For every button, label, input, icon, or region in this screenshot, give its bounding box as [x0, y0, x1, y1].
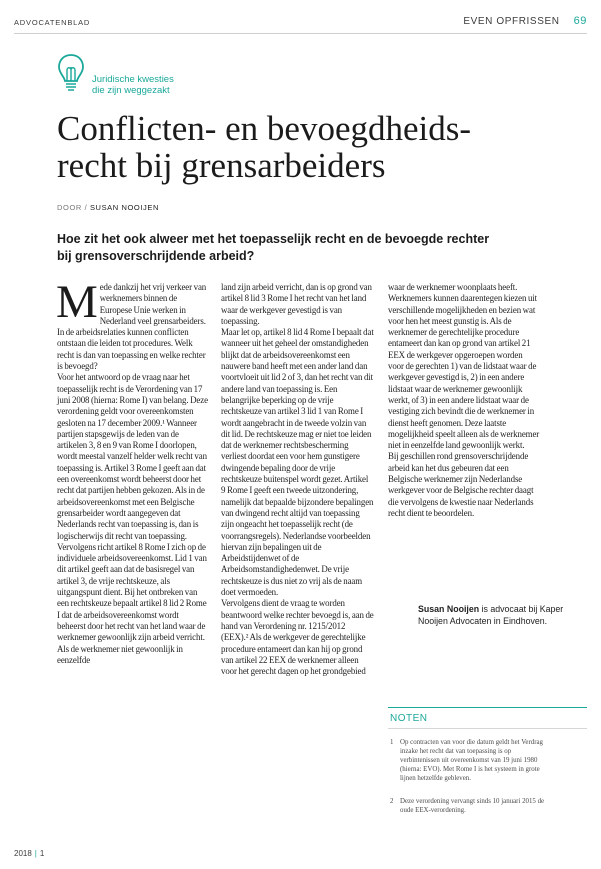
notes-subdivider: [388, 728, 587, 729]
body-column-2: [221, 282, 374, 677]
footnote-number: 1: [390, 739, 394, 746]
footer-year: 2018: [14, 849, 32, 858]
paragraph: ede dankzij het vrij verkeer van werknemers binnen de Europese Unie werken in Nederland veel grensarbeiders. In de arbeidsrelaties kunnen conflicten ontstaan die leiden tot procedures. Welk recht is dan van toepassing en welke rechter is bevoegd?: [57, 282, 207, 372]
paragraph: Voor het antwoord op de vraag naar het toepasselijk recht is de Verordening van 17 juni 2008 (hierna: Rome I) van belang. Deze verordening geldt voor overeenkomsten gesloten na 17 december 2009.¹ Wanneer partijen stapsgewijs de leden van de artikelen 3, 8 en 9 van Rome I doorlopen, wordt meestal vanzelf helder welk recht van toepassing is. Artikel 3 Rome I geeft aan dat een overeenkomst wordt beheerst door het recht dat partijen hebben gekozen. Als in de arbeidsovereenkomst met een Belgische grensarbeider wordt aangegeven dat Nederlands recht van toepassing is, dan is logischerwijs dit recht van toepassing.: [57, 372, 208, 541]
paragraph: Maar let op, artikel 8 lid 4 Rome I bepaalt dat wanneer uit het geheel der omstandigheden blijkt dat de arbeidsovereenkomst een nauwere band heeft met een ander land dan voortvloeit uit lid 2 of 3, dan het recht van dit andere land van toepassing is. Een belangrijke beperking op de vrije rechtskeuze van artikel 3 lid 1 van Rome I wordt aangebracht in de tweede volzin van dit lid. De rechtskeuze mag er niet toe leiden dat de werknemer rechtsbescherming verliest doordat een voor hem gunstigere dwingende bepaling door de vrije rechtskeuze buitenspel wordt gezet. Artikel 9 Rome I geeft een tweede uitzondering, namelijk dat bepaalde bijzondere bepalingen van dwingend recht altijd van toepassing zijn ongeacht het toepasselijk recht (de voorrangsregels). Nederlandse voorbeelden hiervan zijn bepalingen uit de Arbeidstijdenwet of de Arbeidsomstandighedenwet. De vrije rechtskeuze is dus niet zo vrij als de naam doet vermoeden.: [221, 327, 374, 598]
lightbulb-icon: [56, 53, 86, 93]
body-column-1: [56, 276, 208, 666]
paragraph: Bij geschillen rond grensoverschrijdende arbeid kan het dus gebeuren dat een Belgische werknemer zijn Nederlandse werkgever voor de Belgische rechter daagt die vervolgens de kwestie naar Nederlands recht dient te beoordelen.: [388, 451, 534, 518]
paragraph: Vervolgens dient de vraag te worden beantwoord welke rechter bevoegd is, aan de hand van Verordening nr. 1215/2012 (EEX).² Als de werkgever de gerechtelijke procedure entameert dan kan hij op grond van artikel 22 EEX de werknemer alleen voor het gerecht dagen op het grondgebied: [221, 598, 374, 677]
rubric-line-2: die zijn weggezakt: [92, 85, 170, 96]
byline-prefix: DOOR /: [57, 203, 90, 212]
footer-issue: 1: [39, 849, 45, 858]
paragraph: land zijn arbeid verricht, dan is op grond van artikel 8 lid 3 Rome I het recht van het land waar de werkgever gevestigd is van toepassing.: [221, 282, 372, 326]
footnote: [390, 798, 550, 816]
paragraph: waar de werknemer woonplaats heeft. Werknemers kunnen daarentegen kiezen uit verschillende mogelijkheden en bezien wat voor hen het meest gunstig is. Als de werknemer de gerechtelijke procedure entameert dan kan op grond van artikel 21 EEX de werkgever opgeroepen worden voor de gerechten 1) van de lidstaat waar de werkgever gevestigd is, 2) in een andere lidstaat waar de werknemer gewoonlijk werkt, of 3) in een andere lidstaat waar de vestiging zich bevindt die de werknemer in dienst heeft genomen. Deze laatste mogelijkheid speelt alleen als de werknemer niet in eenzelfde land gewoonlijk werkt.: [388, 282, 540, 451]
body-column-3: [388, 282, 540, 519]
byline: [57, 203, 159, 212]
paragraph: Vervolgens richt artikel 8 Rome I zich op de individuele arbeidsovereenkomst. Lid 1 van dit artikel geeft aan dat de basisregel van artikel 3, de vrije rechtskeuze, als uitgangspunt dient. Bij het ontbreken van een rechtskeuze bepaalt artikel 8 lid 2 Rome I dat de arbeidsovereenkomst wordt beheerst door het recht van het land waar de werknemer gewoonlijk zijn arbeid verricht. Als de werknemer niet gewoonlijk in eenzelfde: [57, 541, 207, 665]
notes-heading: NOTEN: [390, 713, 428, 724]
publication-name: ADVOCATENBLAD: [14, 18, 91, 27]
section-header: [463, 15, 587, 27]
footnote-text: Op contracten van voor die datum geldt het Verdrag inzake het recht dat van toepassing is op verbintenissen uit overeenkomst van 19 juni 1980 (hierna: EVO). Met Rome I is het systeem in grote lijnen hetzelfde gebleven.: [400, 739, 543, 782]
byline-author: SUSAN NOOIJEN: [89, 203, 160, 212]
page-number: 69: [573, 15, 587, 27]
footer-separator: |: [34, 849, 37, 858]
author-description: is advocaat bij Kaper Nooijen Advocaten in Eindhoven.: [418, 604, 564, 626]
title-line-1: Conflicten- en bevoegdheids-: [57, 109, 472, 148]
author-bio: [418, 604, 568, 627]
footnote: [390, 739, 550, 784]
page-footer: [14, 849, 44, 858]
footnote-text: Deze verordening vervangt sinds 10 januari 2015 de oude EEX-verordening.: [400, 798, 545, 814]
title-line-2: recht bij grensarbeiders: [57, 146, 386, 185]
notes-divider: [388, 707, 587, 708]
rubric: [92, 74, 174, 96]
article-lead: Hoe zit het ook alweer met het toepasselijk recht en de bevoegde rechter bij grensoverschrijdende arbeid?: [57, 232, 490, 263]
article-title: [57, 110, 577, 184]
rubric-line-1: Juridische kwesties: [92, 74, 174, 85]
drop-cap: M: [56, 276, 98, 328]
section-name: EVEN OPFRISSEN: [463, 16, 560, 27]
footnote-number: 2: [390, 798, 394, 805]
author-name: Susan Nooijen: [418, 604, 480, 614]
header-divider: [14, 33, 587, 34]
